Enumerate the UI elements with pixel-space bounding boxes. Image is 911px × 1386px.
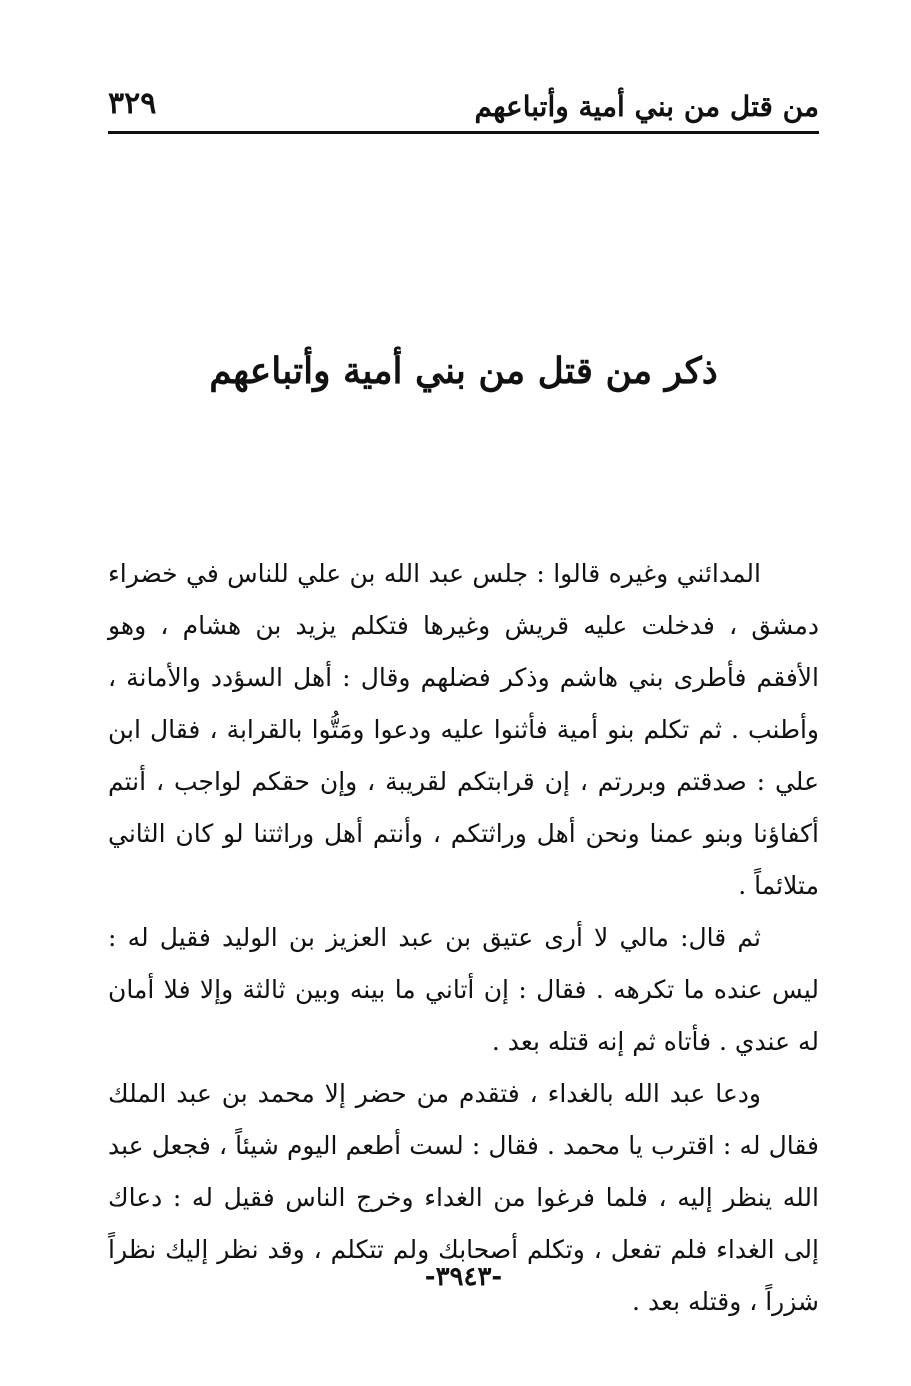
running-header-title: من قتل من بني أمية وأتباعهم [474,90,819,123]
footer-page-number: -٣٩٤٣- [424,1262,503,1292]
header-divider [108,131,819,134]
paragraph: ثم قال: مالي لا أرى عتيق بن عبد العزيز بن الوليد فقيل له : ليس عنده ما تكرهه . فقال : إن أتاني ما بينه وبين ثالثة وإلا فلا أمان له عندي . فأتاه ثم إنه قتله بعد . [108,923,819,1056]
body-text [108,548,819,1328]
paragraph: ودعا عبد الله بالغداء ، فتقدم من حضر إلا محمد بن عبد الملك فقال له : اقترب يا محمد . فقال : لست أطعم اليوم شيئاً ، فجعل عبد الله ينظر إليه ، فلما فرغوا من الغداء وخرج الناس فقيل له : دعاك إلى الغداء فلم تفعل ، وتكلم أصحابك ولم تتكلم ، وقد نظر إليك نظراً شزراً ، وقتله بعد . [108,1079,819,1316]
running-header-page-number: ٣٢٩ [108,86,157,121]
chapter-title: ذكر من قتل من بني أمية وأتباعهم [209,350,718,392]
paragraph: المدائني وغيره قالوا : جلس عبد الله بن علي للناس في خضراء دمشق ، فدخلت عليه قريش وغيرها فتكلم يزيد بن هشام ، وهو الأفقم فأطرى بني هاشم وذكر فضلهم وقال : أهل السؤدد والأمانة ، وأطنب . ثم تكلم بنو أمية فأثنوا عليه ودعوا ومَتُّوا بالقرابة ، فقال ابن علي : صدقتم وبررتم ، إن قرابتكم لقريبة ، وإن حقكم لواجب ، أنتم أكفاؤنا وبنو عمنا ونحن أهل وراثتكم ، وأنتم أهل وراثتنا لو كان الثاني متلائماً . [108,559,819,900]
running-header [108,84,819,130]
